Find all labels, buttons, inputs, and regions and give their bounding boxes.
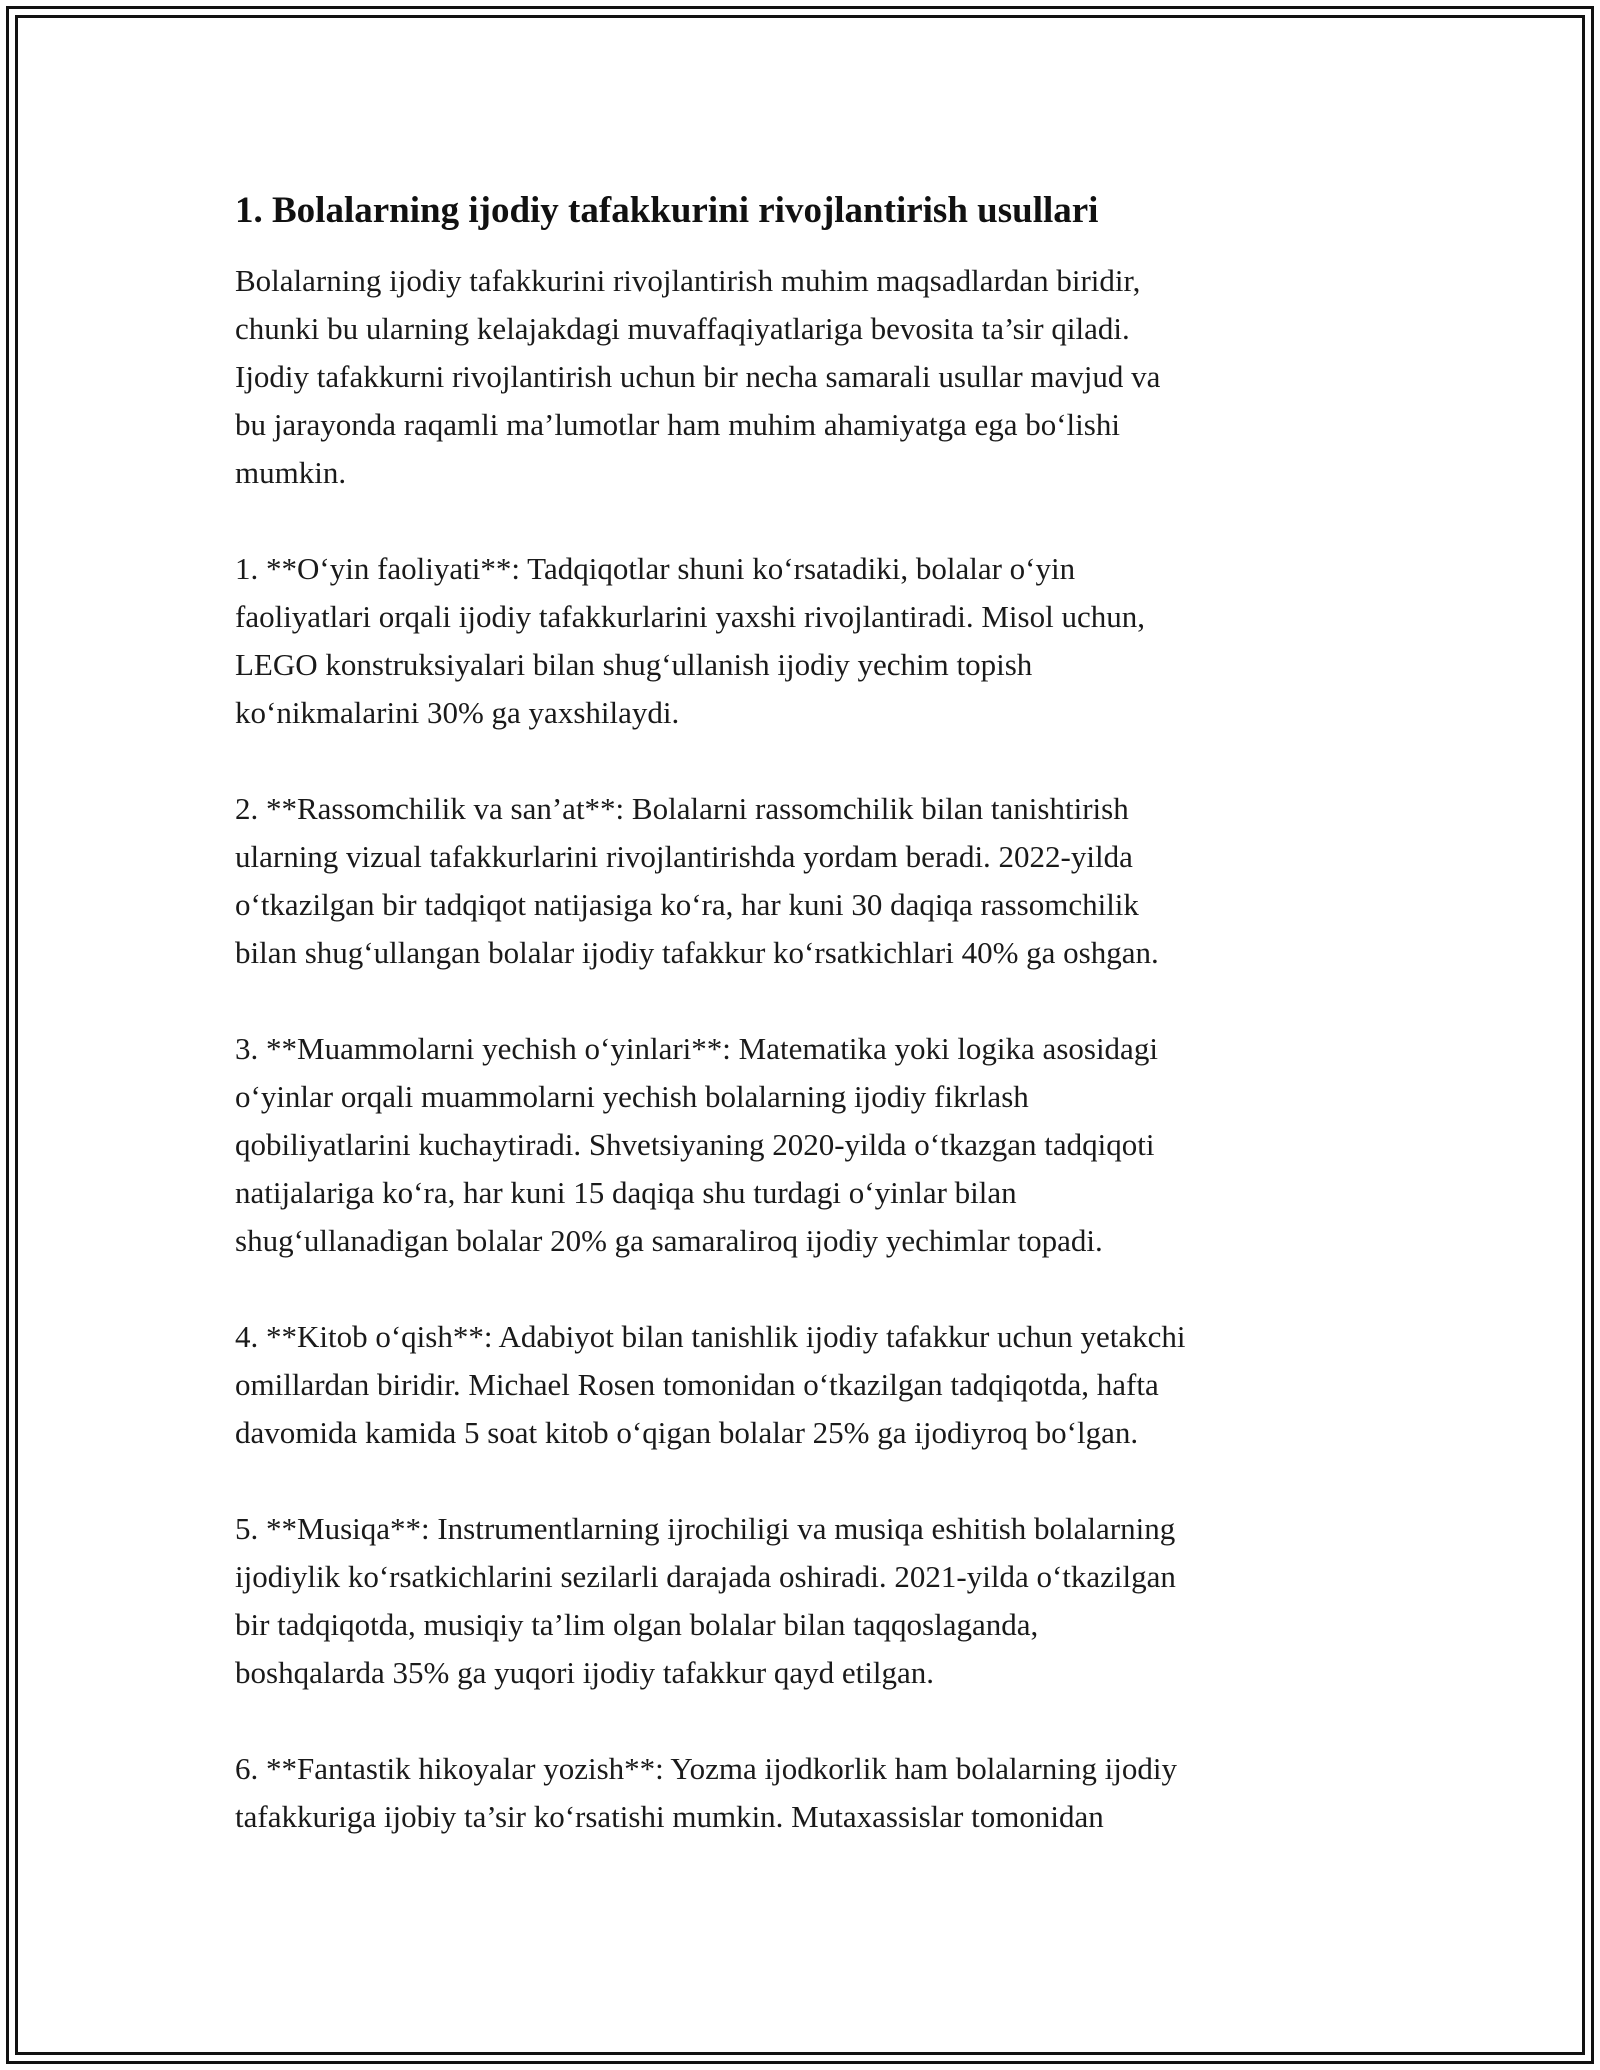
list-item-play-activity: 1. **O‘yin faoliyati**: Tadqiqotlar shuni ko‘rsatadiki, bolalar o‘yin faoliyatlari orqali ijodiy tafakkurlarini yaxshi rivojlantiradi. Misol uchun, LEGO konstruksiyalari bilan shug‘ullanish ijodiy yechim topish ko‘nikmalarini 30% ga yaxshilaydi.: [235, 551, 1145, 730]
intro-paragraph: Bolalarning ijodiy tafakkurini rivojlantirish muhim maqsadlardan biridir, chunki bu ularning kelajakdagi muvaffaqiyatlariga bevosita ta’sir qiladi. Ijodiy tafakkurni rivojlantirish uchun bir necha samarali usullar mavjud va bu jarayonda raqamli ma’lumotlar ham muhim ahamiyatga ega bo‘lishi mumkin.: [235, 263, 1161, 490]
list-item-music: 5. **Musiqa**: Instrumentlarning ijrochiligi va musiqa eshitish bolalarning ijodiylik ko‘rsatkichlarini sezilarli darajada oshiradi. 2021-yilda o‘tkazilgan bir tadqiqotda, musiqiy ta’lim olgan bolalar bilan taqqoslaganda, boshqalarda 35% ga yuqori ijodiy tafakkur qayd etilgan.: [235, 1511, 1176, 1690]
section-heading: 1. Bolalarning ijodiy tafakkurini rivojlantirish usullari: [235, 190, 1099, 231]
list-item-art: 2. **Rassomchilik va san’at**: Bolalarni rassomchilik bilan tanishtirish ularning vizual tafakkurlarini rivojlantirishda yordam beradi. 2022-yilda o‘tkazilgan bir tadqiqot natijasiga ko‘ra, har kuni 30 daqiqa rassomchilik bilan shug‘ullangan bolalar ijodiy tafakkur ko‘rsatkichlari 40% ga oshgan.: [235, 791, 1159, 970]
list-item-reading: 4. **Kitob o‘qish**: Adabiyot bilan tanishlik ijodiy tafakkur uchun yetakchi omillardan biridir. Michael Rosen tomonidan o‘tkazilgan tadqiqotda, hafta davomida kamida 5 soat kitob o‘qigan bolalar 25% ga ijodiyroq bo‘lgan.: [235, 1319, 1186, 1450]
list-item-story-writing: 6. **Fantastik hikoyalar yozish**: Yozma ijodkorlik ham bolalarning ijodiy tafakkuriga ijobiy ta’sir ko‘rsatishi mumkin. Mutaxassislar tomonidan: [235, 1751, 1177, 1834]
document-body: [235, 185, 1395, 1889]
list-item-problem-solving-games: 3. **Muammolarni yechish o‘yinlari**: Matematika yoki logika asosidagi o‘yinlar orqali muammolarni yechish bolalarning ijodiy fikrlash qobiliyatlarini kuchaytiradi. Shvetsiyaning 2020-yilda o‘tkazgan tadqiqoti natijalariga ko‘ra, har kuni 15 daqiqa shu turdagi o‘yinlar bilan shug‘ullanadigan bolalar 20% ga samaraliroq ijodiy yechimlar topadi.: [235, 1031, 1158, 1258]
